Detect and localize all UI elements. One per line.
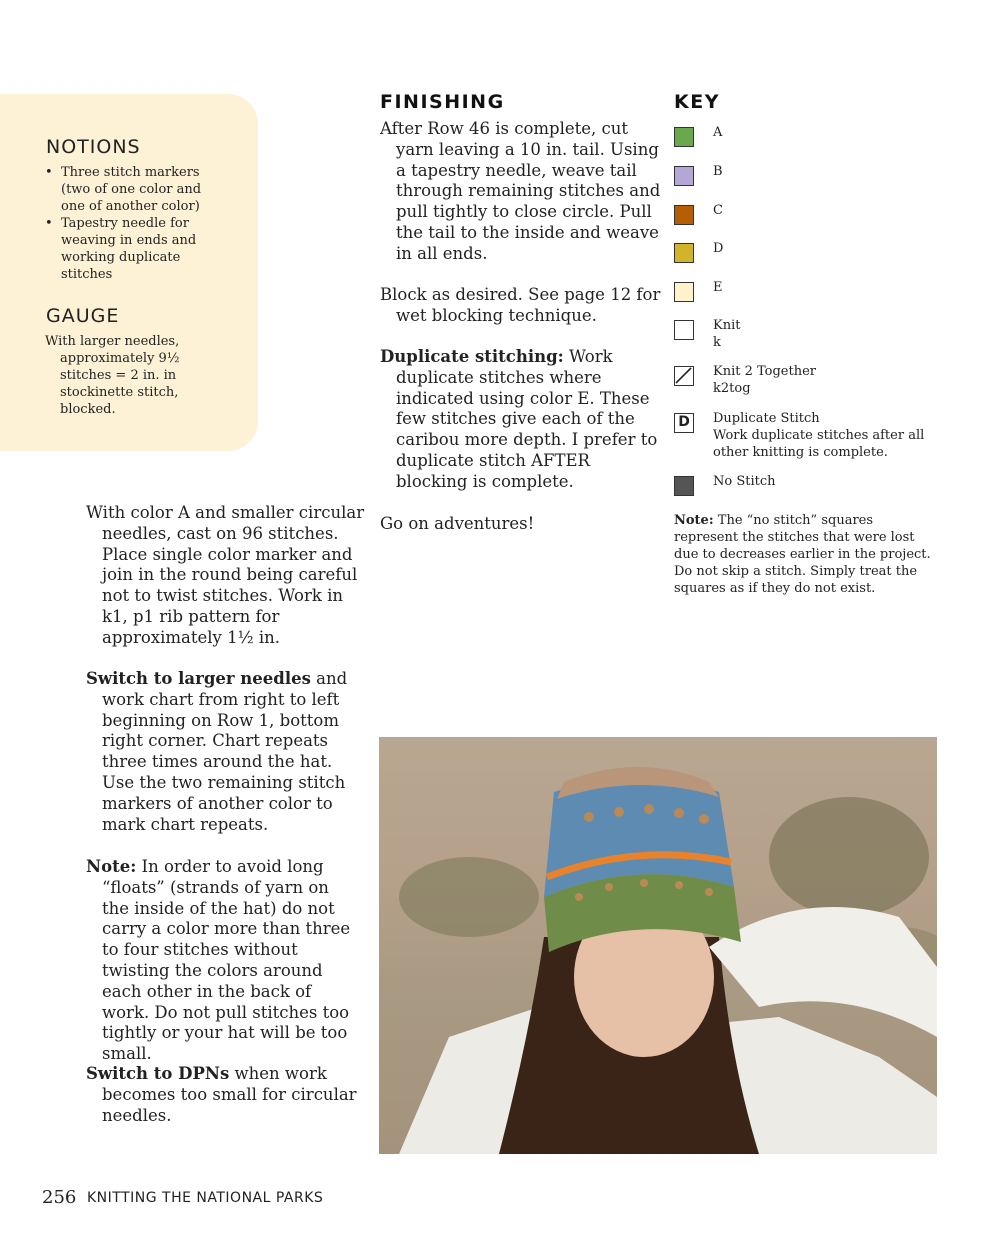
finishing-para-1: After Row 46 is complete, cut yarn leaving a 10 in. tail. Using a tapestry needle, weave tail through remaining stitches and pull tightly to close circle. Pull the tail to the inside and weave in all ends.: [380, 119, 661, 263]
knit-swatch: [674, 320, 694, 340]
instruction-cast-on: With color A and smaller circular needles, cast on 96 stitches. Place single color marker and join in the round being careful not to twist stitches. Work in k1, p1 rib pattern for approximately 1½ in.: [86, 503, 365, 647]
hat-photo: [379, 737, 937, 1154]
no-stitch-swatch: [674, 476, 694, 496]
notions-heading: NOTIONS: [46, 136, 141, 158]
finishing-para-4: Go on adventures!: [380, 514, 535, 533]
notions-list: [45, 164, 205, 283]
instruction-switch-dpns: Switch to DPNs when work becomes too small for circular needles.: [86, 1064, 357, 1125]
k2tog-icon: [674, 366, 694, 386]
list-item: • Tapestry needle for weaving in ends and working duplicate stitches: [45, 216, 197, 282]
book-title: KNITTING THE NATIONAL PARKS: [87, 1190, 324, 1206]
color-swatch-b: [674, 166, 694, 186]
finishing-heading: FINISHING: [380, 91, 505, 113]
hat-photo-illustration: [379, 737, 937, 1154]
instruction-switch-needles: Switch to larger needles and work chart from right to left beginning on Row 1, bottom right corner. Chart repeats three times around the hat. Use the two remaining stitch markers of another color to mark chart repeats.: [86, 669, 348, 834]
list-item: • Three stitch markers (two of one color and one of another color): [45, 165, 202, 214]
color-swatch-e: [674, 282, 694, 302]
gauge-text: With larger needles, approximately 9½ stitches = 2 in. in stockinette stitch, blocked.: [45, 334, 180, 417]
color-swatch-a: [674, 127, 694, 147]
color-swatch-c: [674, 205, 694, 225]
key-note: Note: The “no stitch” squares represent the stitches that were lost due to decreases earlier in the project. Do not skip a stitch. Simply treat the squares as if they do not exist.: [674, 513, 931, 596]
page-number: 256: [42, 1187, 77, 1208]
instruction-floats-note: Note: In order to avoid long “floats” (strands of yarn on the inside of the hat) do not carry a color more than three to four stitches without twisting the colors around each other in the back of work. Do not pull stitches too tightly or your hat will be too small.: [86, 857, 351, 1064]
gauge-heading: GAUGE: [46, 305, 120, 327]
finishing-duplicate-stitching: Duplicate stitching: Work duplicate stitches where indicated using color E. These few stitches give each of the caribou more depth. I prefer to duplicate stitch AFTER blocking is complete.: [380, 347, 658, 491]
key-heading: KEY: [674, 91, 720, 113]
finishing-para-2: Block as desired. See page 12 for wet blocking technique.: [380, 285, 661, 325]
color-swatch-d: [674, 243, 694, 263]
duplicate-stitch-icon: D: [674, 413, 694, 433]
